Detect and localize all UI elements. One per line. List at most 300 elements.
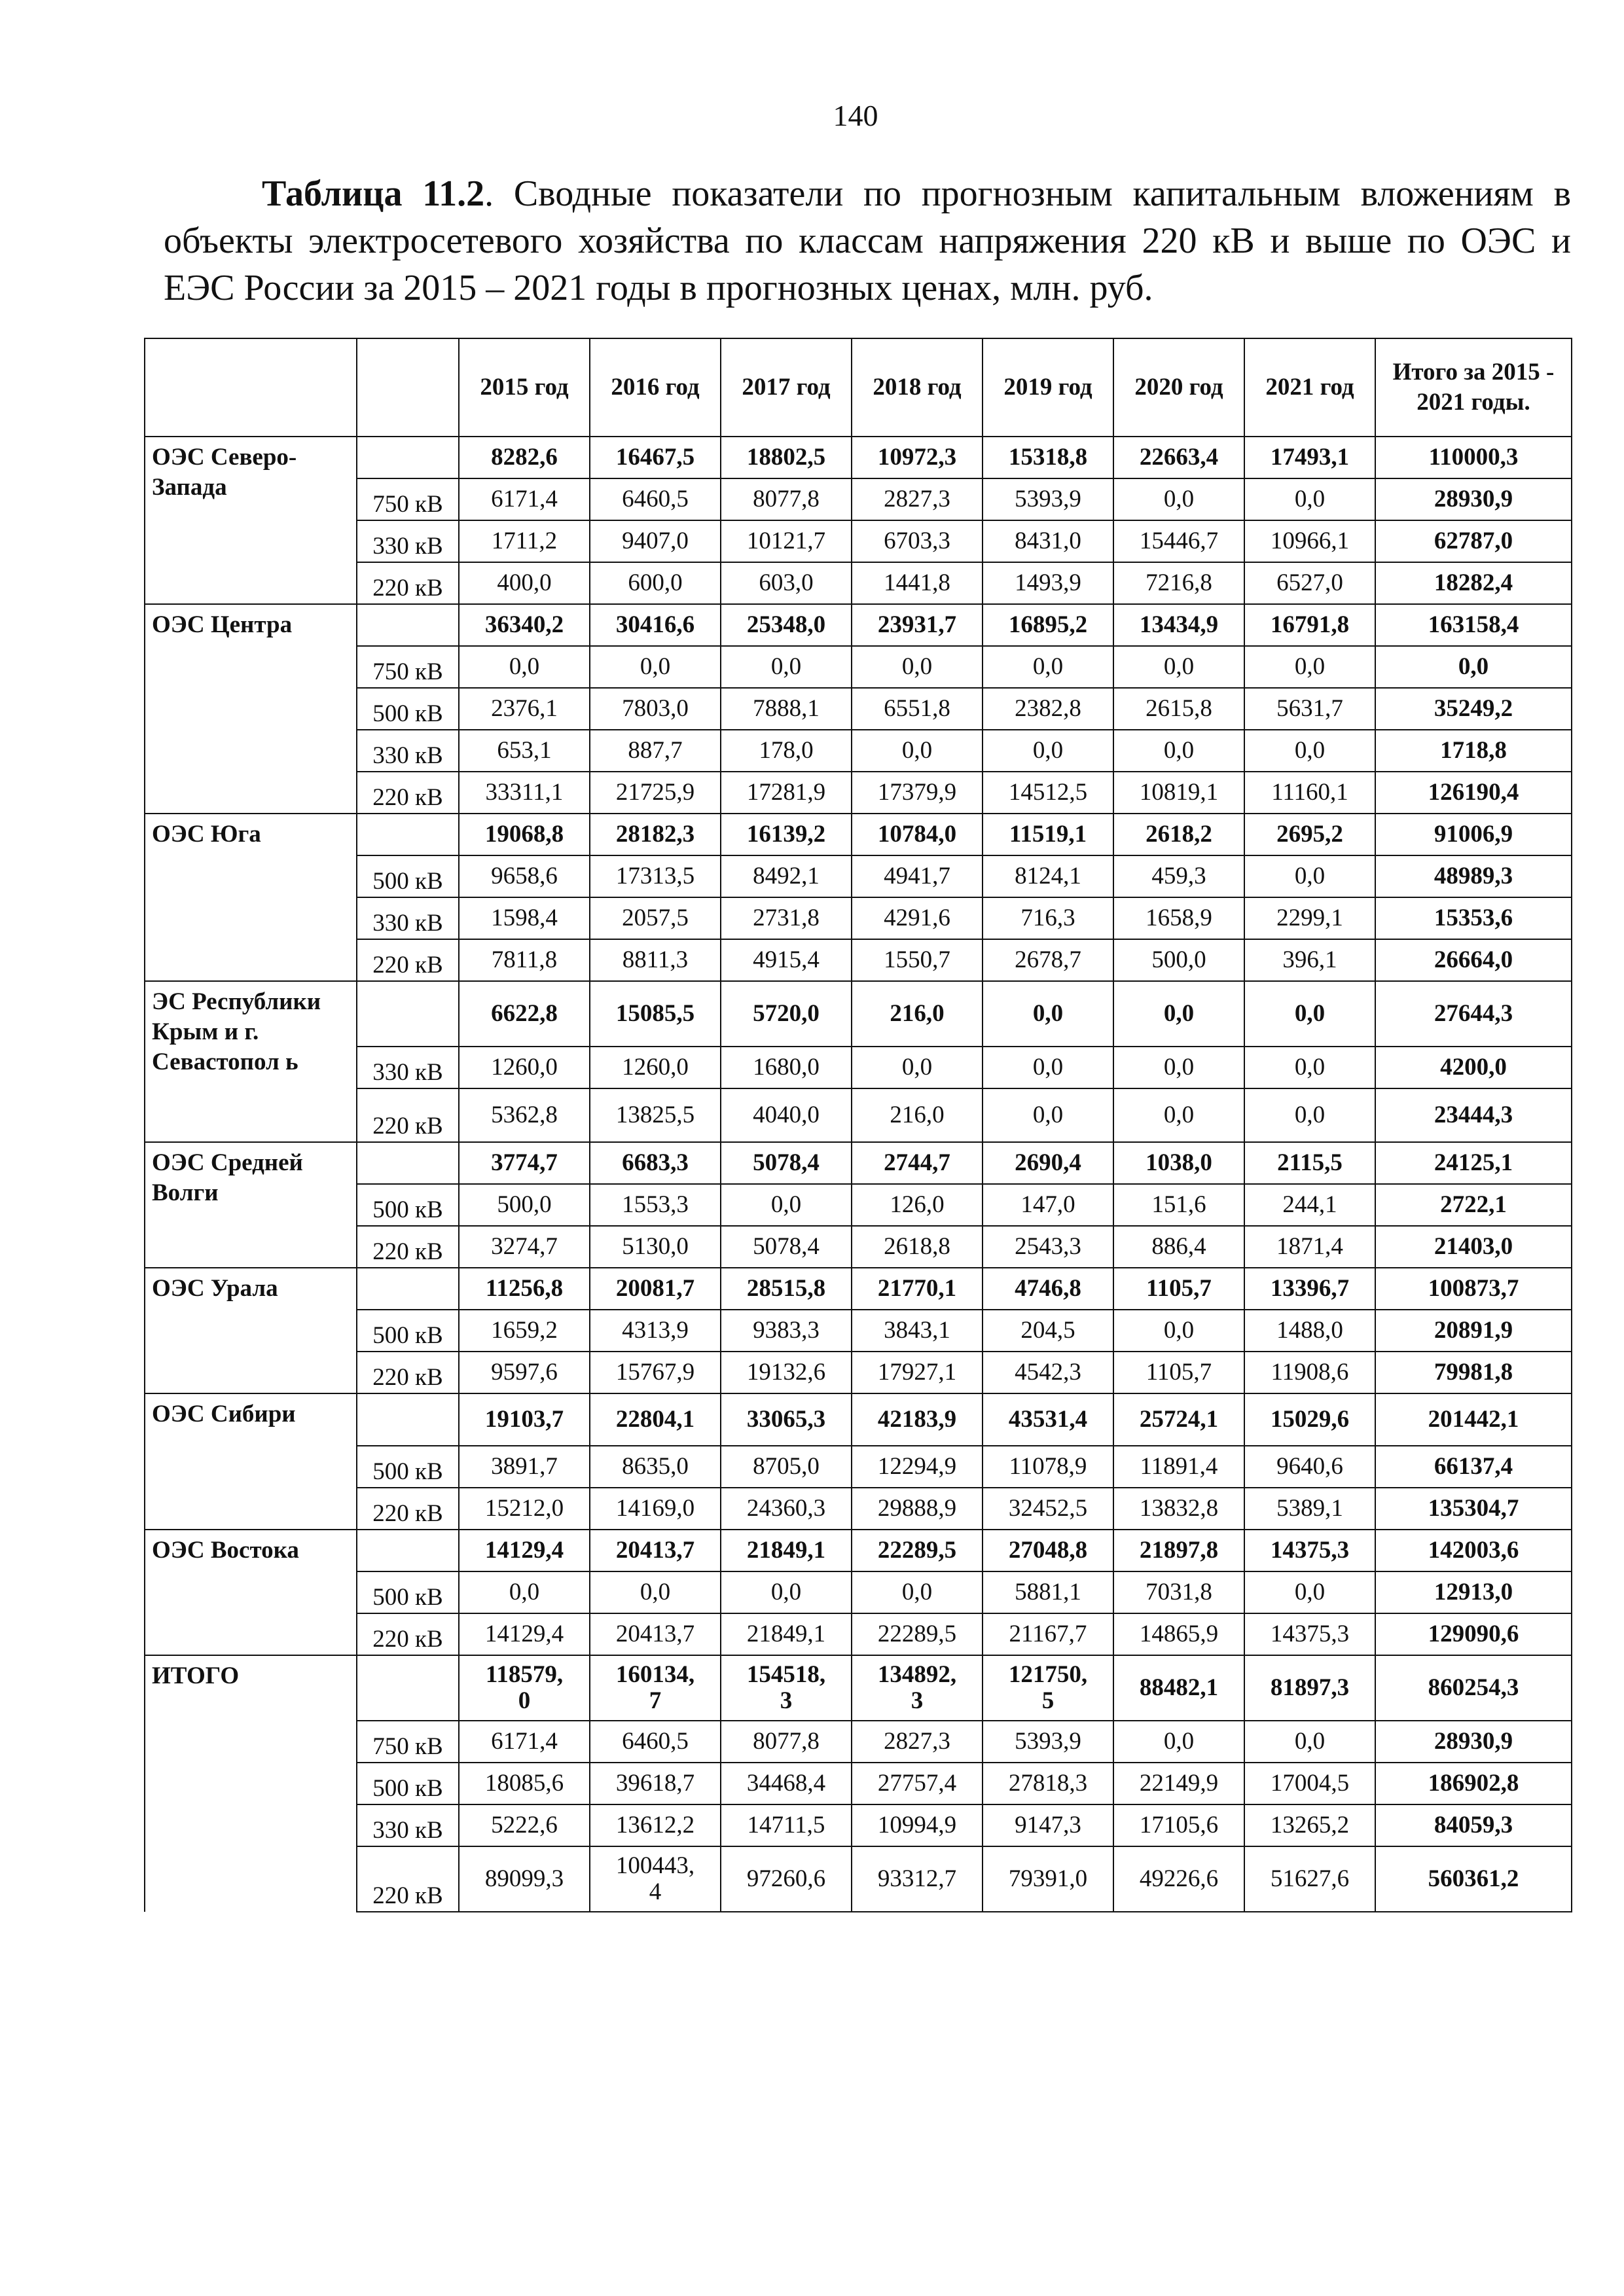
region-year-total: 18802,5: [721, 437, 852, 478]
voltage-year-value: 0,0: [459, 646, 590, 688]
region-year-total: 20413,7: [590, 1530, 721, 1571]
region-name: ОЭС Востока: [145, 1530, 357, 1655]
voltage-cell-empty: [357, 814, 459, 855]
voltage-row: [145, 772, 1572, 814]
voltage-year-value: 2731,8: [721, 897, 852, 939]
voltage-year-value: 8431,0: [983, 520, 1113, 562]
page-number: 140: [833, 99, 878, 132]
region-total-row: [145, 814, 1572, 855]
voltage-year-value: 400,0: [459, 562, 590, 604]
region-year-total: 118579, 0: [459, 1655, 590, 1721]
table-caption-label: Таблица 11.2: [262, 173, 485, 214]
region-grand-total: 100873,7: [1375, 1268, 1572, 1310]
voltage-grand-total: 28930,9: [1375, 478, 1572, 520]
voltage-year-value: 4040,0: [721, 1088, 852, 1142]
investment-table: [144, 338, 1572, 1912]
voltage-grand-total: 26664,0: [1375, 939, 1572, 981]
voltage-year-value: 8124,1: [983, 855, 1113, 897]
header-year: 2021 год: [1244, 338, 1375, 437]
voltage-year-value: 8635,0: [590, 1446, 721, 1488]
region-year-total: 17493,1: [1244, 437, 1375, 478]
voltage-year-value: 0,0: [1244, 1047, 1375, 1088]
voltage-year-value: 1493,9: [983, 562, 1113, 604]
region-name: ОЭС Центра: [145, 604, 357, 814]
voltage-class: 500 кВ: [357, 1184, 459, 1226]
voltage-class: 220 кВ: [357, 772, 459, 814]
voltage-grand-total: 35249,2: [1375, 688, 1572, 730]
voltage-year-value: 20413,7: [590, 1613, 721, 1655]
voltage-year-value: 4915,4: [721, 939, 852, 981]
region-total-row: [145, 1268, 1572, 1310]
voltage-year-value: 5389,1: [1244, 1488, 1375, 1530]
region-year-total: 36340,2: [459, 604, 590, 646]
voltage-year-value: 6527,0: [1244, 562, 1375, 604]
region-total-row: [145, 981, 1572, 1047]
region-year-total: 25724,1: [1113, 1393, 1244, 1446]
region-year-total: 27048,8: [983, 1530, 1113, 1571]
voltage-year-value: 0,0: [1244, 478, 1375, 520]
header-region: [145, 338, 357, 437]
region-total-row: [145, 1142, 1572, 1184]
region-year-total: 13434,9: [1113, 604, 1244, 646]
voltage-class: 750 кВ: [357, 646, 459, 688]
voltage-class: 330 кВ: [357, 897, 459, 939]
voltage-year-value: 93312,7: [852, 1846, 983, 1912]
voltage-year-value: 10121,7: [721, 520, 852, 562]
voltage-year-value: 17281,9: [721, 772, 852, 814]
voltage-grand-total: 66137,4: [1375, 1446, 1572, 1488]
voltage-year-value: 7803,0: [590, 688, 721, 730]
voltage-year-value: 0,0: [1113, 478, 1244, 520]
region-total-row: [145, 1530, 1572, 1571]
voltage-year-value: 0,0: [1113, 1721, 1244, 1763]
voltage-cell-empty: [357, 1655, 459, 1721]
voltage-year-value: 151,6: [1113, 1184, 1244, 1226]
voltage-row: [145, 1763, 1572, 1804]
header-year: 2018 год: [852, 338, 983, 437]
region-grand-total: 163158,4: [1375, 604, 1572, 646]
region-total-row: [145, 437, 1572, 478]
voltage-year-value: 21167,7: [983, 1613, 1113, 1655]
voltage-year-value: 11078,9: [983, 1446, 1113, 1488]
voltage-year-value: 3274,7: [459, 1226, 590, 1268]
voltage-cell-empty: [357, 1142, 459, 1184]
voltage-class: 220 кВ: [357, 562, 459, 604]
region-year-total: 8282,6: [459, 437, 590, 478]
voltage-grand-total: 126190,4: [1375, 772, 1572, 814]
voltage-grand-total: 1718,8: [1375, 730, 1572, 772]
voltage-grand-total: 186902,8: [1375, 1763, 1572, 1804]
voltage-year-value: 7811,8: [459, 939, 590, 981]
region-year-total: 28515,8: [721, 1268, 852, 1310]
region-year-total: 11256,8: [459, 1268, 590, 1310]
region-year-total: 88482,1: [1113, 1655, 1244, 1721]
voltage-class: 500 кВ: [357, 1446, 459, 1488]
voltage-year-value: 600,0: [590, 562, 721, 604]
voltage-class: 330 кВ: [357, 1047, 459, 1088]
region-grand-total: 142003,6: [1375, 1530, 1572, 1571]
voltage-row: [145, 646, 1572, 688]
voltage-year-value: 15767,9: [590, 1352, 721, 1393]
table-header-row: [145, 338, 1572, 437]
voltage-year-value: 12294,9: [852, 1446, 983, 1488]
voltage-year-value: 1871,4: [1244, 1226, 1375, 1268]
region-year-total: 15318,8: [983, 437, 1113, 478]
voltage-row: [145, 1721, 1572, 1763]
voltage-year-value: 14169,0: [590, 1488, 721, 1530]
header-year: 2016 год: [590, 338, 721, 437]
voltage-year-value: 15446,7: [1113, 520, 1244, 562]
voltage-cell-empty: [357, 1393, 459, 1446]
voltage-year-value: 0,0: [983, 730, 1113, 772]
voltage-row: [145, 939, 1572, 981]
voltage-class: 220 кВ: [357, 1352, 459, 1393]
voltage-year-value: 887,7: [590, 730, 721, 772]
voltage-year-value: 204,5: [983, 1310, 1113, 1352]
voltage-year-value: 9658,6: [459, 855, 590, 897]
region-year-total: 154518, 3: [721, 1655, 852, 1721]
table-caption-text: . Сводные показатели по прогнозным капитальным вложениям в объекты электросетевого хозяйства по классам напряжения 220 кВ и выше по ОЭС и ЕЭС России за 2015 – 2021 годы в прогнозных ценах, млн. руб.: [164, 173, 1572, 308]
voltage-class: 220 кВ: [357, 939, 459, 981]
region-year-total: 160134, 7: [590, 1655, 721, 1721]
voltage-year-value: 1550,7: [852, 939, 983, 981]
voltage-year-value: 49226,6: [1113, 1846, 1244, 1912]
voltage-year-value: 29888,9: [852, 1488, 983, 1530]
region-year-total: 43531,4: [983, 1393, 1113, 1446]
voltage-grand-total: 12913,0: [1375, 1571, 1572, 1613]
table-body: [145, 437, 1572, 1912]
region-year-total: 13396,7: [1244, 1268, 1375, 1310]
region-year-total: 2690,4: [983, 1142, 1113, 1184]
voltage-year-value: 5130,0: [590, 1226, 721, 1268]
voltage-year-value: 0,0: [983, 1088, 1113, 1142]
voltage-year-value: 7031,8: [1113, 1571, 1244, 1613]
voltage-year-value: 0,0: [852, 730, 983, 772]
voltage-year-value: 9407,0: [590, 520, 721, 562]
region-year-total: 16467,5: [590, 437, 721, 478]
voltage-year-value: 10966,1: [1244, 520, 1375, 562]
voltage-year-value: 17004,5: [1244, 1763, 1375, 1804]
voltage-year-value: 24360,3: [721, 1488, 852, 1530]
voltage-year-value: 3843,1: [852, 1310, 983, 1352]
voltage-year-value: 97260,6: [721, 1846, 852, 1912]
voltage-row: [145, 897, 1572, 939]
voltage-row: [145, 478, 1572, 520]
voltage-grand-total: 15353,6: [1375, 897, 1572, 939]
region-grand-total: 91006,9: [1375, 814, 1572, 855]
voltage-grand-total: 84059,3: [1375, 1804, 1572, 1846]
voltage-year-value: 8077,8: [721, 1721, 852, 1763]
region-name: ОЭС Урала: [145, 1268, 357, 1393]
voltage-year-value: 0,0: [852, 646, 983, 688]
voltage-year-value: 17379,9: [852, 772, 983, 814]
voltage-year-value: 5393,9: [983, 478, 1113, 520]
voltage-year-value: 6171,4: [459, 1721, 590, 1763]
region-grand-total: 24125,1: [1375, 1142, 1572, 1184]
voltage-year-value: 0,0: [590, 1571, 721, 1613]
voltage-year-value: 5362,8: [459, 1088, 590, 1142]
voltage-grand-total: 62787,0: [1375, 520, 1572, 562]
region-year-total: 1038,0: [1113, 1142, 1244, 1184]
voltage-year-value: 13265,2: [1244, 1804, 1375, 1846]
region-year-total: 11519,1: [983, 814, 1113, 855]
region-year-total: 81897,3: [1244, 1655, 1375, 1721]
voltage-class: 330 кВ: [357, 730, 459, 772]
region-year-total: 6683,3: [590, 1142, 721, 1184]
region-year-total: 0,0: [1244, 981, 1375, 1047]
voltage-year-value: 0,0: [852, 1571, 983, 1613]
voltage-year-value: 2543,3: [983, 1226, 1113, 1268]
region-year-total: 16791,8: [1244, 604, 1375, 646]
voltage-year-value: 0,0: [721, 1571, 852, 1613]
header-year: 2017 год: [721, 338, 852, 437]
voltage-year-value: 0,0: [1113, 1310, 1244, 1352]
region-year-total: 33065,3: [721, 1393, 852, 1446]
region-year-total: 10972,3: [852, 437, 983, 478]
region-year-total: 14129,4: [459, 1530, 590, 1571]
header-year: 2020 год: [1113, 338, 1244, 437]
voltage-row: [145, 1488, 1572, 1530]
voltage-grand-total: 129090,6: [1375, 1613, 1572, 1655]
voltage-year-value: 6460,5: [590, 478, 721, 520]
voltage-row: [145, 1310, 1572, 1352]
voltage-year-value: 244,1: [1244, 1184, 1375, 1226]
voltage-year-value: 4313,9: [590, 1310, 721, 1352]
voltage-year-value: 5881,1: [983, 1571, 1113, 1613]
voltage-year-value: 0,0: [459, 1571, 590, 1613]
voltage-row: [145, 1846, 1572, 1912]
voltage-year-value: 10819,1: [1113, 772, 1244, 814]
voltage-year-value: 39618,7: [590, 1763, 721, 1804]
voltage-row: [145, 1047, 1572, 1088]
voltage-cell-empty: [357, 437, 459, 478]
voltage-year-value: 1680,0: [721, 1047, 852, 1088]
voltage-year-value: 13832,8: [1113, 1488, 1244, 1530]
voltage-year-value: 5631,7: [1244, 688, 1375, 730]
voltage-year-value: 13612,2: [590, 1804, 721, 1846]
voltage-year-value: 33311,1: [459, 772, 590, 814]
voltage-year-value: 8492,1: [721, 855, 852, 897]
voltage-year-value: 18085,6: [459, 1763, 590, 1804]
voltage-row: [145, 1352, 1572, 1393]
voltage-year-value: 178,0: [721, 730, 852, 772]
region-year-total: 14375,3: [1244, 1530, 1375, 1571]
voltage-year-value: 11891,4: [1113, 1446, 1244, 1488]
voltage-year-value: 0,0: [1113, 730, 1244, 772]
voltage-year-value: 0,0: [1244, 1571, 1375, 1613]
region-total-row: [145, 1393, 1572, 1446]
voltage-year-value: 886,4: [1113, 1226, 1244, 1268]
voltage-year-value: 7888,1: [721, 688, 852, 730]
region-year-total: 23931,7: [852, 604, 983, 646]
voltage-year-value: 147,0: [983, 1184, 1113, 1226]
region-name: ИТОГО: [145, 1655, 357, 1912]
voltage-year-value: 14865,9: [1113, 1613, 1244, 1655]
voltage-year-value: 19132,6: [721, 1352, 852, 1393]
voltage-year-value: 22289,5: [852, 1613, 983, 1655]
voltage-year-value: 17105,6: [1113, 1804, 1244, 1846]
voltage-year-value: 15212,0: [459, 1488, 590, 1530]
region-year-total: 42183,9: [852, 1393, 983, 1446]
voltage-year-value: 11908,6: [1244, 1352, 1375, 1393]
header-year: 2015 год: [459, 338, 590, 437]
voltage-class: 750 кВ: [357, 1721, 459, 1763]
voltage-year-value: 9640,6: [1244, 1446, 1375, 1488]
header-year: 2019 год: [983, 338, 1113, 437]
region-year-total: 15085,5: [590, 981, 721, 1047]
voltage-year-value: 8705,0: [721, 1446, 852, 1488]
region-year-total: 216,0: [852, 981, 983, 1047]
voltage-row: [145, 562, 1572, 604]
voltage-year-value: 89099,3: [459, 1846, 590, 1912]
voltage-year-value: 6460,5: [590, 1721, 721, 1763]
region-name: ЭС Республики Крым и г. Севастопол ь: [145, 981, 357, 1142]
voltage-year-value: 14711,5: [721, 1804, 852, 1846]
voltage-class: 750 кВ: [357, 478, 459, 520]
region-year-total: 21897,8: [1113, 1530, 1244, 1571]
voltage-year-value: 1553,3: [590, 1184, 721, 1226]
voltage-row: [145, 730, 1572, 772]
voltage-year-value: 6703,3: [852, 520, 983, 562]
voltage-year-value: 4941,7: [852, 855, 983, 897]
voltage-grand-total: 23444,3: [1375, 1088, 1572, 1142]
voltage-year-value: 5393,9: [983, 1721, 1113, 1763]
region-year-total: 134892, 3: [852, 1655, 983, 1721]
voltage-year-value: 0,0: [721, 1184, 852, 1226]
voltage-year-value: 14512,5: [983, 772, 1113, 814]
voltage-year-value: 5222,6: [459, 1804, 590, 1846]
voltage-year-value: 2827,3: [852, 478, 983, 520]
voltage-year-value: 9597,6: [459, 1352, 590, 1393]
voltage-year-value: 1105,7: [1113, 1352, 1244, 1393]
voltage-year-value: 8811,3: [590, 939, 721, 981]
voltage-row: [145, 1088, 1572, 1142]
header-voltage: [357, 338, 459, 437]
region-year-total: 20081,7: [590, 1268, 721, 1310]
voltage-year-value: 1711,2: [459, 520, 590, 562]
voltage-year-value: 0,0: [983, 646, 1113, 688]
voltage-year-value: 27757,4: [852, 1763, 983, 1804]
voltage-year-value: 21725,9: [590, 772, 721, 814]
voltage-year-value: 0,0: [1244, 1721, 1375, 1763]
voltage-year-value: 9383,3: [721, 1310, 852, 1352]
voltage-year-value: 3891,7: [459, 1446, 590, 1488]
voltage-year-value: 2057,5: [590, 897, 721, 939]
region-year-total: 3774,7: [459, 1142, 590, 1184]
voltage-grand-total: 2722,1: [1375, 1184, 1572, 1226]
region-year-total: 2695,2: [1244, 814, 1375, 855]
voltage-class: 220 кВ: [357, 1226, 459, 1268]
region-year-total: 16139,2: [721, 814, 852, 855]
region-year-total: 30416,6: [590, 604, 721, 646]
region-grand-total: 27644,3: [1375, 981, 1572, 1047]
voltage-grand-total: 0,0: [1375, 646, 1572, 688]
region-year-total: 21849,1: [721, 1530, 852, 1571]
region-year-total: 2744,7: [852, 1142, 983, 1184]
region-grand-total: 201442,1: [1375, 1393, 1572, 1446]
region-year-total: 6622,8: [459, 981, 590, 1047]
voltage-year-value: 0,0: [1113, 1047, 1244, 1088]
region-year-total: 22289,5: [852, 1530, 983, 1571]
voltage-year-value: 0,0: [1244, 1088, 1375, 1142]
voltage-year-value: 6171,4: [459, 478, 590, 520]
voltage-year-value: 0,0: [721, 646, 852, 688]
voltage-year-value: 126,0: [852, 1184, 983, 1226]
voltage-grand-total: 28930,9: [1375, 1721, 1572, 1763]
voltage-year-value: 7216,8: [1113, 562, 1244, 604]
region-name: ОЭС Средней Волги: [145, 1142, 357, 1268]
region-year-total: 4746,8: [983, 1268, 1113, 1310]
voltage-class: 220 кВ: [357, 1846, 459, 1912]
region-year-total: 21770,1: [852, 1268, 983, 1310]
region-year-total: 2115,5: [1244, 1142, 1375, 1184]
voltage-class: 500 кВ: [357, 855, 459, 897]
voltage-grand-total: 21403,0: [1375, 1226, 1572, 1268]
voltage-row: [145, 1571, 1572, 1613]
voltage-year-value: 5078,4: [721, 1226, 852, 1268]
voltage-year-value: 79391,0: [983, 1846, 1113, 1912]
voltage-year-value: 0,0: [983, 1047, 1113, 1088]
region-year-total: 25348,0: [721, 604, 852, 646]
voltage-class: 330 кВ: [357, 520, 459, 562]
voltage-year-value: 4291,6: [852, 897, 983, 939]
region-year-total: 19103,7: [459, 1393, 590, 1446]
voltage-year-value: 2678,7: [983, 939, 1113, 981]
voltage-year-value: 459,3: [1113, 855, 1244, 897]
voltage-year-value: 0,0: [1244, 855, 1375, 897]
voltage-row: [145, 688, 1572, 730]
voltage-year-value: 27818,3: [983, 1763, 1113, 1804]
voltage-year-value: 2382,8: [983, 688, 1113, 730]
voltage-year-value: 51627,6: [1244, 1846, 1375, 1912]
voltage-year-value: 4542,3: [983, 1352, 1113, 1393]
region-grand-total: 110000,3: [1375, 437, 1572, 478]
voltage-year-value: 9147,3: [983, 1804, 1113, 1846]
voltage-year-value: 0,0: [1244, 730, 1375, 772]
voltage-year-value: 0,0: [590, 646, 721, 688]
voltage-year-value: 500,0: [459, 1184, 590, 1226]
voltage-year-value: 1260,0: [590, 1047, 721, 1088]
voltage-year-value: 0,0: [852, 1047, 983, 1088]
voltage-year-value: 14129,4: [459, 1613, 590, 1655]
voltage-year-value: 1659,2: [459, 1310, 590, 1352]
voltage-class: 220 кВ: [357, 1088, 459, 1142]
region-name: ОЭС Сибири: [145, 1393, 357, 1530]
region-total-row: [145, 604, 1572, 646]
voltage-year-value: 17927,1: [852, 1352, 983, 1393]
region-year-total: 22804,1: [590, 1393, 721, 1446]
voltage-year-value: 2299,1: [1244, 897, 1375, 939]
voltage-row: [145, 855, 1572, 897]
voltage-grand-total: 48989,3: [1375, 855, 1572, 897]
voltage-year-value: 500,0: [1113, 939, 1244, 981]
voltage-year-value: 21849,1: [721, 1613, 852, 1655]
voltage-year-value: 1260,0: [459, 1047, 590, 1088]
voltage-row: [145, 520, 1572, 562]
voltage-class: 500 кВ: [357, 1763, 459, 1804]
voltage-year-value: 2615,8: [1113, 688, 1244, 730]
voltage-class: 220 кВ: [357, 1613, 459, 1655]
voltage-year-value: 0,0: [1113, 646, 1244, 688]
voltage-year-value: 0,0: [1113, 1088, 1244, 1142]
voltage-grand-total: 20891,9: [1375, 1310, 1572, 1352]
voltage-grand-total: 4200,0: [1375, 1047, 1572, 1088]
voltage-cell-empty: [357, 604, 459, 646]
table-caption: [164, 170, 1571, 312]
voltage-row: [145, 1613, 1572, 1655]
voltage-class: 220 кВ: [357, 1488, 459, 1530]
voltage-grand-total: 560361,2: [1375, 1846, 1572, 1912]
